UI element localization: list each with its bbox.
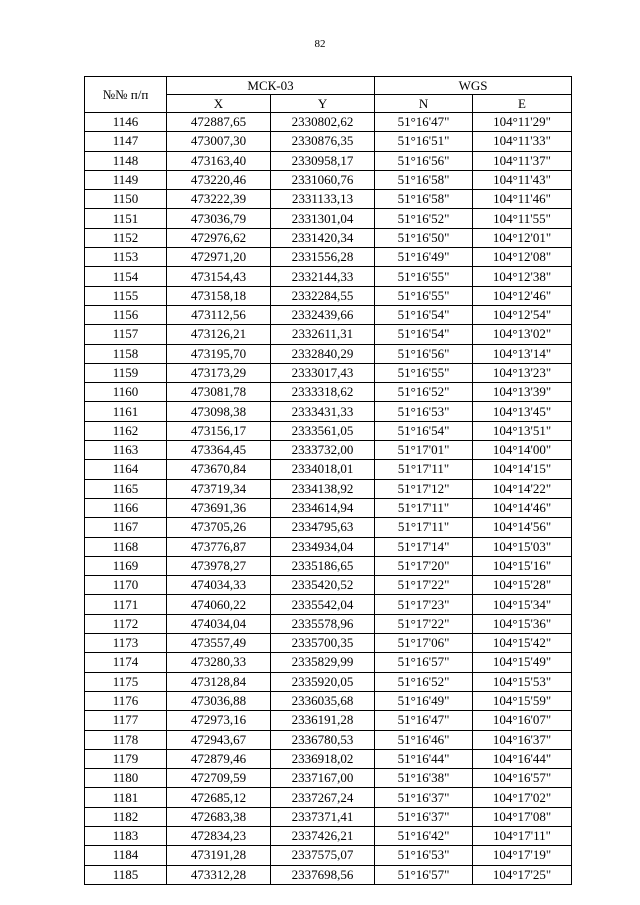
cell-index: 1147: [85, 132, 167, 151]
cell-n: 51°16'50": [375, 228, 473, 247]
cell-index: 1174: [85, 653, 167, 672]
cell-index: 1163: [85, 441, 167, 460]
page-number: 82: [314, 38, 326, 50]
cell-n: 51°17'11": [375, 518, 473, 537]
cell-index: 1164: [85, 460, 167, 479]
header-y: Y: [271, 95, 375, 113]
cell-e: 104°16'07": [473, 711, 572, 730]
cell-y: 2330876,35: [271, 132, 375, 151]
cell-x: 473978,27: [167, 556, 271, 575]
cell-y: 2332439,66: [271, 305, 375, 324]
cell-e: 104°11'55": [473, 209, 572, 228]
cell-index: 1176: [85, 691, 167, 710]
cell-y: 2331556,28: [271, 248, 375, 267]
header-wgs-group: WGS: [375, 77, 572, 95]
cell-e: 104°14'00": [473, 441, 572, 460]
cell-e: 104°13'51": [473, 421, 572, 440]
cell-index: 1150: [85, 190, 167, 209]
cell-x: 472834,23: [167, 826, 271, 845]
cell-x: 472971,20: [167, 248, 271, 267]
table-row: [85, 865, 572, 884]
cell-y: 2336780,53: [271, 730, 375, 749]
cell-x: 472943,67: [167, 730, 271, 749]
cell-x: 472709,59: [167, 769, 271, 788]
cell-n: 51°16'58": [375, 190, 473, 209]
cell-index: 1171: [85, 595, 167, 614]
cell-n: 51°16'38": [375, 769, 473, 788]
cell-e: 104°12'38": [473, 267, 572, 286]
table-row: [85, 672, 572, 691]
cell-y: 2336035,68: [271, 691, 375, 710]
cell-index: 1169: [85, 556, 167, 575]
cell-y: 2335420,52: [271, 576, 375, 595]
cell-index: 1159: [85, 363, 167, 382]
cell-y: 2333732,00: [271, 441, 375, 460]
cell-e: 104°17'19": [473, 846, 572, 865]
cell-y: 2335578,96: [271, 614, 375, 633]
cell-n: 51°17'01": [375, 441, 473, 460]
table-row: [85, 498, 572, 517]
table-row: [85, 209, 572, 228]
cell-n: 51°17'14": [375, 537, 473, 556]
cell-x: 473220,46: [167, 170, 271, 189]
table-row: [85, 228, 572, 247]
cell-index: 1172: [85, 614, 167, 633]
cell-e: 104°12'54": [473, 305, 572, 324]
cell-index: 1184: [85, 846, 167, 865]
cell-e: 104°11'29": [473, 113, 572, 132]
cell-n: 51°16'47": [375, 113, 473, 132]
cell-x: 474060,22: [167, 595, 271, 614]
cell-n: 51°16'54": [375, 325, 473, 344]
cell-x: 473126,21: [167, 325, 271, 344]
cell-index: 1179: [85, 749, 167, 768]
cell-n: 51°16'52": [375, 672, 473, 691]
table-row: [85, 846, 572, 865]
cell-y: 2335920,05: [271, 672, 375, 691]
cell-y: 2335829,99: [271, 653, 375, 672]
table-row: [85, 576, 572, 595]
cell-index: 1153: [85, 248, 167, 267]
cell-e: 104°14'56": [473, 518, 572, 537]
table-row: [85, 826, 572, 845]
cell-e: 104°17'02": [473, 788, 572, 807]
cell-index: 1168: [85, 537, 167, 556]
cell-x: 473195,70: [167, 344, 271, 363]
cell-index: 1151: [85, 209, 167, 228]
cell-y: 2336191,28: [271, 711, 375, 730]
cell-e: 104°13'14": [473, 344, 572, 363]
cell-e: 104°15'16": [473, 556, 572, 575]
cell-index: 1152: [85, 228, 167, 247]
table-row: [85, 421, 572, 440]
table-header: [85, 77, 572, 113]
cell-y: 2337267,24: [271, 788, 375, 807]
cell-n: 51°16'37": [375, 807, 473, 826]
cell-n: 51°16'58": [375, 170, 473, 189]
cell-e: 104°11'33": [473, 132, 572, 151]
cell-y: 2335700,35: [271, 634, 375, 653]
cell-x: 473081,78: [167, 383, 271, 402]
cell-x: 472685,12: [167, 788, 271, 807]
cell-index: 1178: [85, 730, 167, 749]
cell-e: 104°15'28": [473, 576, 572, 595]
cell-index: 1177: [85, 711, 167, 730]
cell-y: 2333431,33: [271, 402, 375, 421]
cell-e: 104°15'53": [473, 672, 572, 691]
cell-y: 2330802,62: [271, 113, 375, 132]
cell-x: 473719,34: [167, 479, 271, 498]
cell-y: 2337426,21: [271, 826, 375, 845]
header-e: E: [473, 95, 572, 113]
cell-index: 1181: [85, 788, 167, 807]
cell-x: 473154,43: [167, 267, 271, 286]
cell-index: 1165: [85, 479, 167, 498]
cell-y: 2334018,01: [271, 460, 375, 479]
cell-x: 473007,30: [167, 132, 271, 151]
cell-index: 1154: [85, 267, 167, 286]
cell-y: 2334138,92: [271, 479, 375, 498]
cell-e: 104°11'37": [473, 151, 572, 170]
cell-index: 1182: [85, 807, 167, 826]
cell-e: 104°14'22": [473, 479, 572, 498]
cell-e: 104°17'11": [473, 826, 572, 845]
cell-n: 51°17'12": [375, 479, 473, 498]
table-row: [85, 441, 572, 460]
cell-y: 2333318,62: [271, 383, 375, 402]
cell-index: 1155: [85, 286, 167, 305]
cell-index: 1162: [85, 421, 167, 440]
cell-x: 473670,84: [167, 460, 271, 479]
cell-e: 104°12'46": [473, 286, 572, 305]
cell-y: 2335186,65: [271, 556, 375, 575]
cell-x: 473128,84: [167, 672, 271, 691]
cell-n: 51°16'46": [375, 730, 473, 749]
cell-y: 2331133,13: [271, 190, 375, 209]
cell-x: 473705,26: [167, 518, 271, 537]
cell-x: 474034,04: [167, 614, 271, 633]
cell-x: 473222,39: [167, 190, 271, 209]
cell-x: 472683,38: [167, 807, 271, 826]
cell-x: 473364,45: [167, 441, 271, 460]
cell-x: 473036,88: [167, 691, 271, 710]
cell-index: 1149: [85, 170, 167, 189]
table-row: [85, 363, 572, 382]
cell-n: 51°16'53": [375, 402, 473, 421]
cell-e: 104°12'08": [473, 248, 572, 267]
cell-e: 104°13'39": [473, 383, 572, 402]
cell-x: 473098,38: [167, 402, 271, 421]
table-row: [85, 383, 572, 402]
cell-e: 104°15'34": [473, 595, 572, 614]
cell-e: 104°16'37": [473, 730, 572, 749]
cell-y: 2332611,31: [271, 325, 375, 344]
cell-n: 51°16'49": [375, 248, 473, 267]
cell-n: 51°16'54": [375, 305, 473, 324]
cell-x: 473112,56: [167, 305, 271, 324]
cell-x: 473691,36: [167, 498, 271, 517]
cell-e: 104°16'44": [473, 749, 572, 768]
cell-n: 51°16'53": [375, 846, 473, 865]
table-row: [85, 691, 572, 710]
header-msk-group: МСК-03: [167, 77, 375, 95]
table-row: [85, 807, 572, 826]
cell-y: 2336918,02: [271, 749, 375, 768]
table-row: [85, 711, 572, 730]
cell-e: 104°16'57": [473, 769, 572, 788]
coordinates-table: [84, 76, 572, 885]
cell-e: 104°13'45": [473, 402, 572, 421]
cell-n: 51°16'51": [375, 132, 473, 151]
table-row: [85, 286, 572, 305]
table-row: [85, 460, 572, 479]
cell-y: 2332284,55: [271, 286, 375, 305]
cell-index: 1173: [85, 634, 167, 653]
cell-x: 472973,16: [167, 711, 271, 730]
cell-e: 104°15'42": [473, 634, 572, 653]
table-row: [85, 402, 572, 421]
table-row: [85, 537, 572, 556]
cell-y: 2337167,00: [271, 769, 375, 788]
cell-n: 51°17'22": [375, 614, 473, 633]
cell-y: 2331060,76: [271, 170, 375, 189]
cell-index: 1158: [85, 344, 167, 363]
cell-x: 472976,62: [167, 228, 271, 247]
header-row-groups: [85, 77, 572, 95]
cell-index: 1148: [85, 151, 167, 170]
cell-e: 104°15'03": [473, 537, 572, 556]
cell-x: 473036,79: [167, 209, 271, 228]
table-row: [85, 190, 572, 209]
cell-index: 1183: [85, 826, 167, 845]
cell-n: 51°16'44": [375, 749, 473, 768]
table-row: [85, 730, 572, 749]
cell-y: 2332840,29: [271, 344, 375, 363]
table-body: [85, 113, 572, 885]
cell-e: 104°11'43": [473, 170, 572, 189]
cell-n: 51°16'49": [375, 691, 473, 710]
cell-y: 2330958,17: [271, 151, 375, 170]
cell-n: 51°17'22": [375, 576, 473, 595]
cell-y: 2337575,07: [271, 846, 375, 865]
cell-x: 473557,49: [167, 634, 271, 653]
table-row: [85, 170, 572, 189]
cell-x: 473312,28: [167, 865, 271, 884]
table-row: [85, 344, 572, 363]
cell-e: 104°15'59": [473, 691, 572, 710]
cell-n: 51°16'55": [375, 363, 473, 382]
cell-x: 474034,33: [167, 576, 271, 595]
cell-n: 51°17'23": [375, 595, 473, 614]
header-index: №№ п/п: [85, 77, 167, 113]
cell-e: 104°17'08": [473, 807, 572, 826]
cell-y: 2335542,04: [271, 595, 375, 614]
cell-n: 51°16'47": [375, 711, 473, 730]
cell-n: 51°16'42": [375, 826, 473, 845]
cell-y: 2334614,94: [271, 498, 375, 517]
cell-e: 104°14'46": [473, 498, 572, 517]
cell-n: 51°16'55": [375, 286, 473, 305]
cell-y: 2332144,33: [271, 267, 375, 286]
table-row: [85, 518, 572, 537]
table-row: [85, 788, 572, 807]
cell-index: 1161: [85, 402, 167, 421]
cell-index: 1167: [85, 518, 167, 537]
cell-y: 2337371,41: [271, 807, 375, 826]
cell-x: 472879,46: [167, 749, 271, 768]
cell-n: 51°17'11": [375, 498, 473, 517]
cell-e: 104°13'02": [473, 325, 572, 344]
cell-n: 51°16'54": [375, 421, 473, 440]
cell-n: 51°16'55": [375, 267, 473, 286]
cell-e: 104°17'25": [473, 865, 572, 884]
cell-x: 472887,65: [167, 113, 271, 132]
cell-n: 51°16'57": [375, 653, 473, 672]
table-row: [85, 305, 572, 324]
table-row: [85, 479, 572, 498]
cell-index: 1166: [85, 498, 167, 517]
table-row: [85, 556, 572, 575]
cell-n: 51°16'52": [375, 209, 473, 228]
cell-n: 51°16'52": [375, 383, 473, 402]
cell-index: 1180: [85, 769, 167, 788]
cell-y: 2334795,63: [271, 518, 375, 537]
table-row: [85, 614, 572, 633]
cell-y: 2337698,56: [271, 865, 375, 884]
cell-n: 51°16'57": [375, 865, 473, 884]
cell-index: 1157: [85, 325, 167, 344]
table-row: [85, 595, 572, 614]
header-n: N: [375, 95, 473, 113]
cell-n: 51°17'06": [375, 634, 473, 653]
table-row: [85, 267, 572, 286]
cell-n: 51°16'56": [375, 151, 473, 170]
table-row: [85, 151, 572, 170]
cell-n: 51°17'11": [375, 460, 473, 479]
cell-e: 104°15'36": [473, 614, 572, 633]
cell-index: 1170: [85, 576, 167, 595]
cell-y: 2331301,04: [271, 209, 375, 228]
cell-y: 2333017,43: [271, 363, 375, 382]
table-row: [85, 653, 572, 672]
cell-n: 51°16'56": [375, 344, 473, 363]
cell-index: 1185: [85, 865, 167, 884]
cell-n: 51°16'37": [375, 788, 473, 807]
table-row: [85, 248, 572, 267]
cell-index: 1175: [85, 672, 167, 691]
table-row: [85, 769, 572, 788]
cell-x: 473191,28: [167, 846, 271, 865]
cell-y: 2334934,04: [271, 537, 375, 556]
cell-e: 104°13'23": [473, 363, 572, 382]
cell-n: 51°17'20": [375, 556, 473, 575]
table-row: [85, 113, 572, 132]
cell-y: 2331420,34: [271, 228, 375, 247]
table-row: [85, 634, 572, 653]
cell-x: 473158,18: [167, 286, 271, 305]
table-row: [85, 132, 572, 151]
cell-x: 473173,29: [167, 363, 271, 382]
cell-x: 473280,33: [167, 653, 271, 672]
table-row: [85, 749, 572, 768]
cell-e: 104°11'46": [473, 190, 572, 209]
cell-x: 473156,17: [167, 421, 271, 440]
cell-e: 104°12'01": [473, 228, 572, 247]
cell-index: 1156: [85, 305, 167, 324]
cell-index: 1160: [85, 383, 167, 402]
cell-x: 473776,87: [167, 537, 271, 556]
cell-index: 1146: [85, 113, 167, 132]
table-row: [85, 325, 572, 344]
cell-e: 104°14'15": [473, 460, 572, 479]
cell-x: 473163,40: [167, 151, 271, 170]
cell-e: 104°15'49": [473, 653, 572, 672]
cell-y: 2333561,05: [271, 421, 375, 440]
header-x: X: [167, 95, 271, 113]
